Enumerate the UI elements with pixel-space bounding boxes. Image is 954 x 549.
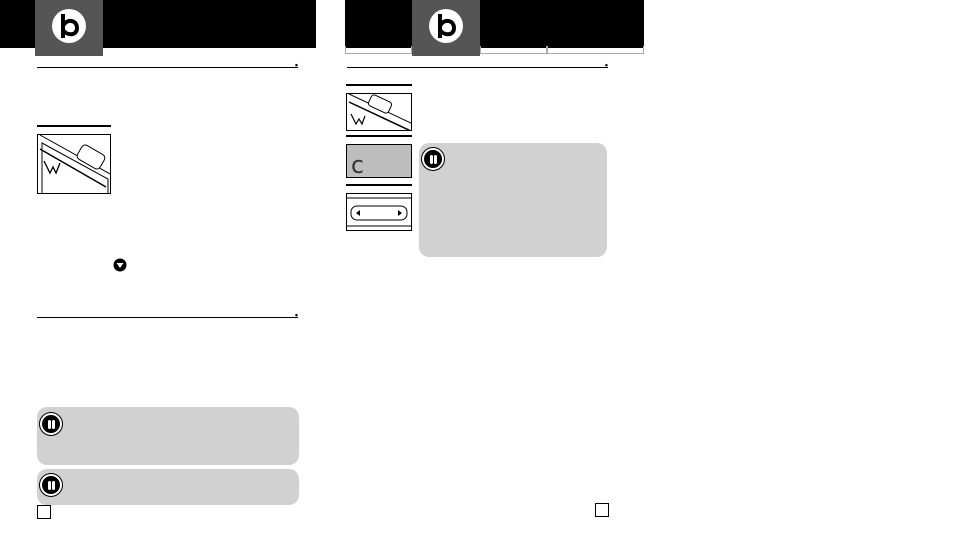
scroll-dots bbox=[118, 124, 124, 269]
right-page-number bbox=[595, 503, 609, 517]
nav-customer-assistance bbox=[480, 46, 547, 54]
hand-stop-icon bbox=[40, 413, 62, 435]
privacy-note-1 bbox=[37, 407, 299, 465]
scroll-down-arrow-icon bbox=[113, 258, 127, 272]
cobra-head-icon bbox=[426, 6, 466, 46]
right-header-bar bbox=[345, 0, 644, 48]
left-page-number bbox=[37, 505, 51, 519]
display-c-glyph: c bbox=[350, 151, 365, 178]
privacy-note-2 bbox=[37, 469, 299, 505]
channel-buttons-caption bbox=[346, 184, 412, 186]
hand-stop-icon bbox=[422, 148, 444, 170]
dcs-note bbox=[419, 143, 607, 257]
mode-button-illustration bbox=[346, 93, 412, 131]
hand-stop-icon bbox=[40, 474, 62, 496]
mode-button-illustration bbox=[37, 134, 111, 194]
mode-button-caption bbox=[37, 125, 111, 127]
scrolling-heading: • bbox=[37, 66, 298, 68]
lcd-display-illustration bbox=[346, 144, 412, 178]
ctcss-heading: • bbox=[347, 66, 608, 68]
privacy-heading: • bbox=[37, 316, 298, 318]
ctcss-display-caption bbox=[346, 135, 412, 137]
nav-introduction bbox=[345, 46, 412, 54]
nav-warranty bbox=[547, 46, 644, 54]
cobra-head-icon bbox=[49, 6, 89, 46]
nav-operation bbox=[412, 46, 480, 54]
channel-buttons-illustration bbox=[346, 193, 412, 231]
mode-button-caption bbox=[346, 84, 412, 86]
left-section-tab bbox=[35, 0, 103, 56]
